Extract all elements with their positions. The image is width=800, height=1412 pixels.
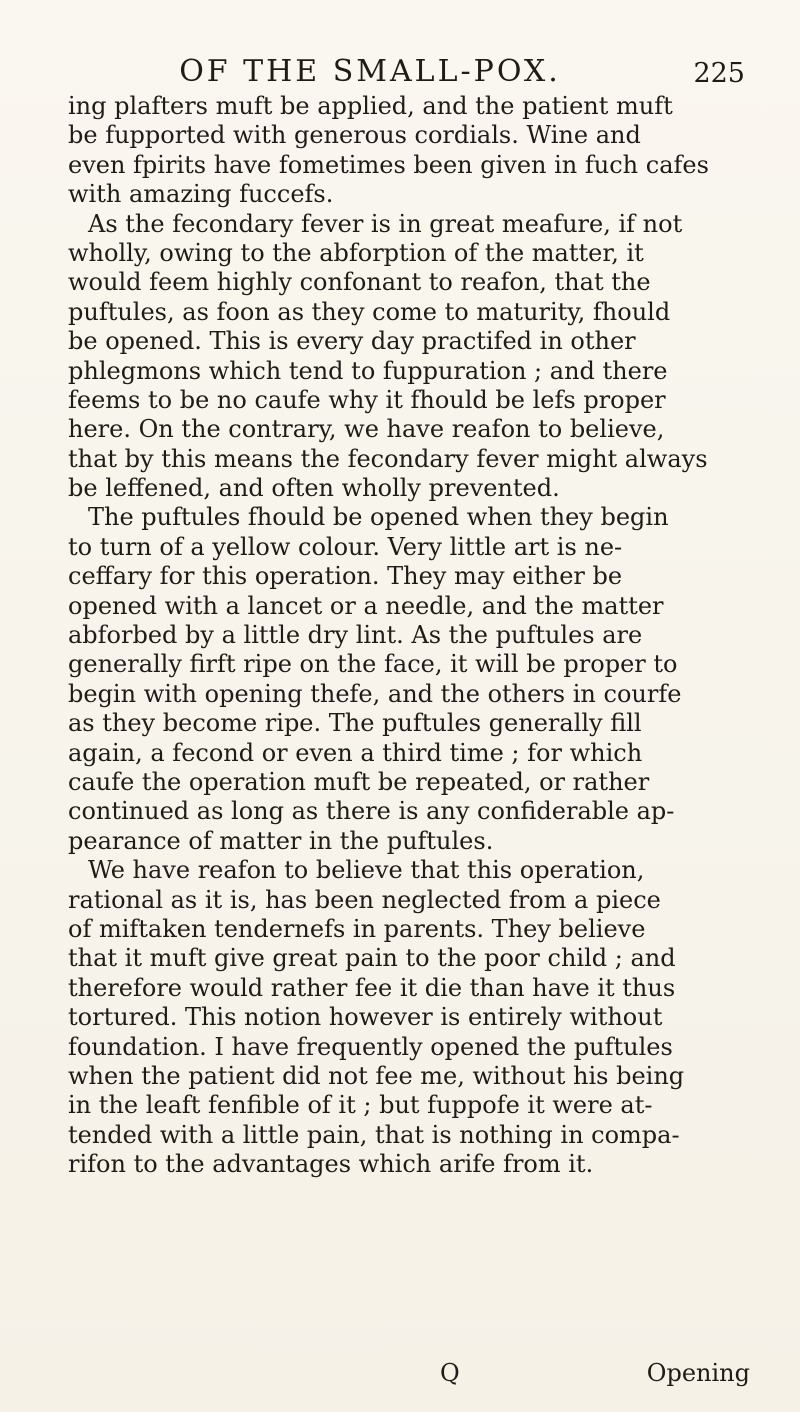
- text-line: be opened. This is every day practifed in other: [68, 327, 636, 356]
- text-line: rifon to the advantages which arife from it.: [68, 1150, 594, 1179]
- page-number: 225: [693, 58, 745, 89]
- text-line: again, a fecond or even a third time ; for which: [68, 738, 643, 767]
- text-line: would feem highly confonant to reafon, that the: [68, 268, 651, 297]
- text-line: opened with a lancet or a needle, and the matter: [68, 591, 664, 620]
- running-head: OF THE SMALL-POX.: [179, 54, 561, 89]
- text-line: when the patient did not fee me, without his being: [68, 1061, 685, 1090]
- text-line: ing plafters muft be applied, and the patient muft: [68, 92, 673, 120]
- text-line: caufe the operation muft be repeated, or rather: [68, 767, 650, 796]
- text-line: that by this means the fecondary fever might always: [68, 444, 708, 473]
- paragraph-start-line: The puftules fhould be opened when they begin: [88, 503, 669, 532]
- catchword: Opening: [646, 1359, 750, 1387]
- body-text: [68, 92, 750, 1179]
- text-line: abforbed by a little dry lint. As the puftules are: [68, 621, 643, 650]
- text-line: therefore would rather fee it die than have it thus: [68, 973, 676, 1002]
- text-line: with amazing fuccefs.: [68, 180, 334, 209]
- text-line: foundation. I have frequently opened the puftules: [68, 1032, 673, 1061]
- text-line: ceffary for this operation. They may either be: [68, 562, 623, 591]
- text-line: phlegmons which tend to fuppuration ; and there: [68, 356, 668, 385]
- text-line: rational as it is, has been neglected from a piece: [68, 885, 661, 914]
- page-footer: [68, 1357, 750, 1389]
- text-line: begin with opening thefe, and the others in courfe: [68, 679, 682, 708]
- text-line: in the leaft fenfible of it ; but fuppofe it were at-: [68, 1091, 653, 1120]
- text-line: even fpirits have fometimes been given in fuch cafes: [68, 150, 709, 179]
- text-line: be leffened, and often wholly prevented.: [68, 474, 560, 503]
- text-line: continued as long as there is any confiderable ap-: [68, 797, 675, 826]
- text-line: feems to be no caufe why it fhould be lefs proper: [68, 385, 666, 414]
- text-line: that it muft give great pain to the poor child ; and: [68, 944, 676, 973]
- paragraph-start-line: As the fecondary fever is in great meafure, if not: [88, 209, 683, 238]
- text-line: tended with a little pain, that is nothing in compa-: [68, 1120, 680, 1149]
- text-line: generally firft ripe on the face, it will be proper to: [68, 650, 678, 679]
- text-line: here. On the contrary, we have reafon to believe,: [68, 415, 665, 444]
- text-line: be fupported with generous cordials. Wine and: [68, 121, 641, 150]
- paragraph-start-line: We have reafon to believe that this operation,: [88, 856, 645, 885]
- text-line: wholly, owing to the abforption of the matter, it: [68, 238, 644, 267]
- signature-mark: Q: [440, 1359, 460, 1387]
- text-line: pearance of matter in the puftules.: [68, 826, 494, 855]
- page-header: [70, 52, 750, 92]
- text-line: puftules, as foon as they come to maturity, fhould: [68, 297, 671, 326]
- text-line: to turn of a yellow colour. Very little art is ne-: [68, 532, 623, 561]
- text-line: tortured. This notion however is entirely without: [68, 1003, 663, 1032]
- text-line: of miftaken tendernefs in parents. They believe: [68, 914, 646, 943]
- text-line: as they become ripe. The puftules generally fill: [68, 709, 642, 738]
